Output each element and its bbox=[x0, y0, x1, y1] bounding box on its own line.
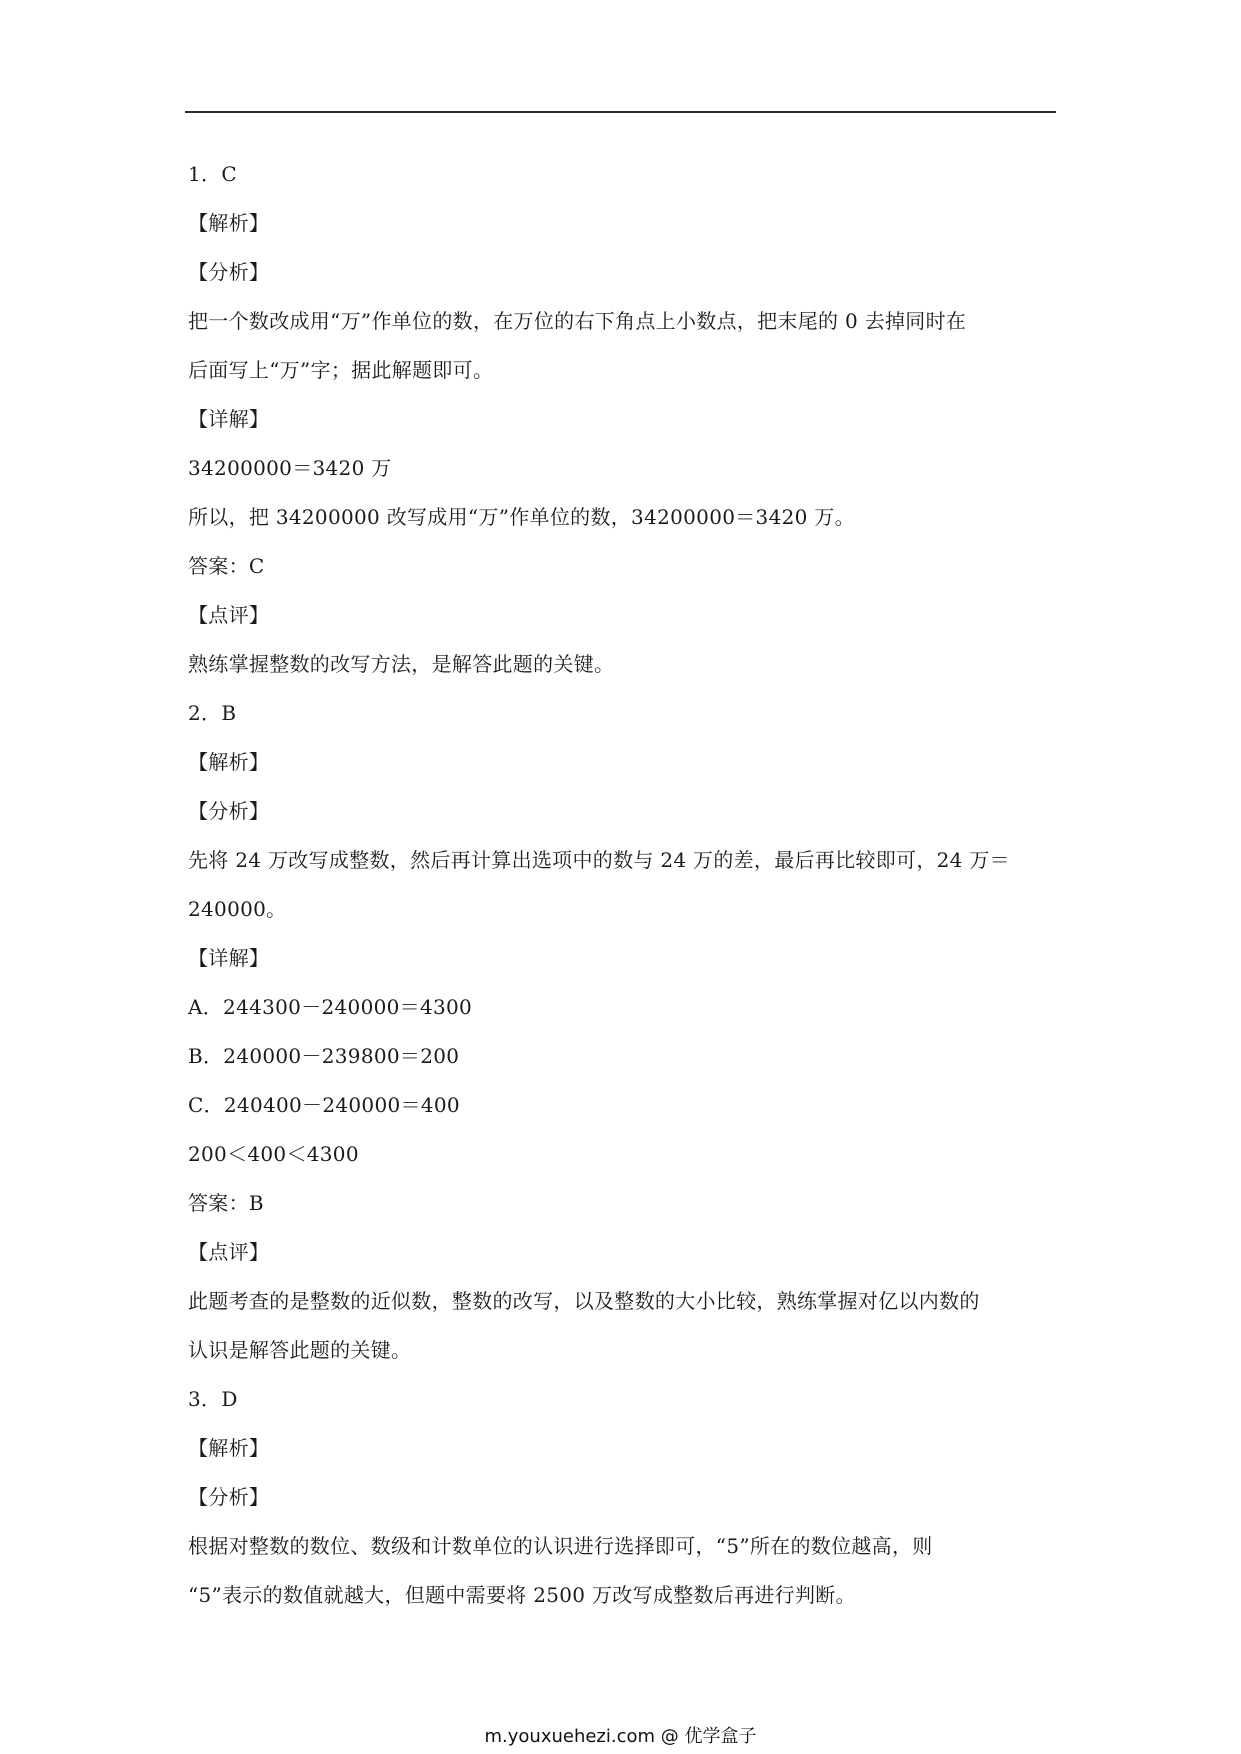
section-label-jiexi: 【解析】 bbox=[188, 211, 270, 235]
comment-text: 认识是解答此题的关键。 bbox=[188, 1338, 412, 1362]
answer-3-heading: 3．D bbox=[188, 1387, 238, 1411]
analysis-text: “5”表示的数值就越大，但题中需要将 2500 万改写成整数后再进行判断。 bbox=[188, 1583, 856, 1607]
section-label-dianping: 【点评】 bbox=[188, 1240, 270, 1264]
section-label-jiexi: 【解析】 bbox=[188, 1436, 270, 1460]
answer-text: 答案：C bbox=[188, 554, 265, 578]
section-label-fenxi: 【分析】 bbox=[188, 1485, 270, 1509]
answer-2-heading: 2．B bbox=[188, 701, 237, 725]
comment-text: 熟练掌握整数的改写方法，是解答此题的关键。 bbox=[188, 652, 615, 676]
analysis-text: 240000。 bbox=[188, 897, 287, 921]
section-label-fenxi: 【分析】 bbox=[188, 260, 270, 284]
detail-text: C．240400－240000＝400 bbox=[188, 1093, 460, 1117]
analysis-text: 把一个数改成用“万”作单位的数，在万位的右下角点上小数点，把末尾的 0 去掉同时在 bbox=[188, 309, 967, 333]
detail-text: 所以，把 34200000 改写成用“万”作单位的数，34200000＝3420 万。 bbox=[188, 505, 855, 529]
detail-text: A．244300－240000＝4300 bbox=[188, 995, 473, 1019]
section-label-jiexi: 【解析】 bbox=[188, 750, 270, 774]
analysis-text: 根据对整数的数位、数级和计数单位的认识进行选择即可，“5”所在的数位越高，则 bbox=[188, 1534, 933, 1558]
document-body bbox=[188, 150, 1058, 1620]
page-footer-watermark: m.youxuehezi.com @ 优学盒子 bbox=[484, 1726, 757, 1747]
section-label-xiangjie: 【详解】 bbox=[188, 407, 270, 431]
answer-1-heading: 1．C bbox=[188, 162, 237, 186]
section-label-fenxi: 【分析】 bbox=[188, 799, 270, 823]
detail-text: B．240000－239800＝200 bbox=[188, 1044, 460, 1068]
header-rule bbox=[185, 111, 1056, 113]
comment-text: 此题考查的是整数的近似数，整数的改写，以及整数的大小比较，熟练掌握对亿以内数的 bbox=[188, 1289, 980, 1313]
analysis-text: 后面写上“万”字；据此解题即可。 bbox=[188, 358, 494, 382]
detail-text: 34200000＝3420 万 bbox=[188, 456, 392, 480]
analysis-text: 先将 24 万改写成整数，然后再计算出选项中的数与 24 万的差，最后再比较即可，24 万＝ bbox=[188, 848, 1010, 872]
section-label-xiangjie: 【详解】 bbox=[188, 946, 270, 970]
detail-text: 200＜400＜4300 bbox=[188, 1142, 359, 1166]
answer-text: 答案：B bbox=[188, 1191, 264, 1215]
section-label-dianping: 【点评】 bbox=[188, 603, 270, 627]
